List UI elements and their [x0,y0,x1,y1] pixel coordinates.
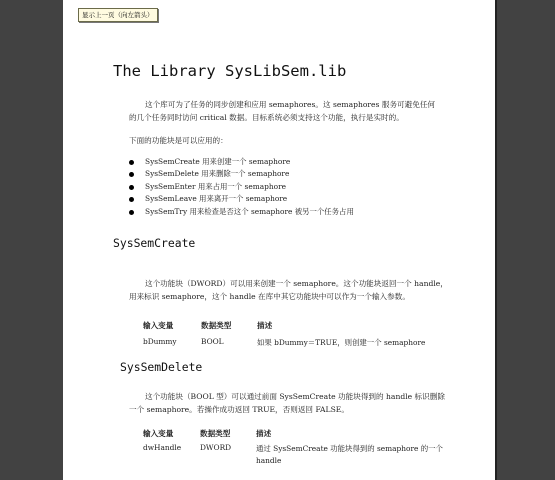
table-cell-var: bDummy [143,337,177,346]
intro-paragraph-line1: 这个库可为了任务的同步创建和应用 semaphores。这 semaphores 服务可避免任何 [145,100,436,109]
table-cell-desc-cont: handle [256,456,282,465]
table-cell-type: DWORD [200,443,232,452]
previous-page-tooltip: 显示上一页（向左箭头） [78,8,158,22]
syssemcreate-param-table [143,320,473,350]
syssemcreate-desc-line2: 用来标识 semaphore，这个 handle 在库中其它功能块中可以作为一个输入参数。 [129,292,410,301]
page-edge-shadow [495,0,497,480]
table-header-description: 描述 [256,429,272,438]
bullet-icon [129,197,134,202]
list-item: SysSemEnter 用来占用一个 semaphore [129,181,354,193]
syssemdelete-desc-line2: 一个 semaphore。若操作成功返回 TRUE，否则返回 FALSE。 [129,405,349,414]
table-cell-var: dwHandle [143,443,182,452]
syssemdelete-param-table [143,428,473,468]
list-item: SysSemDelete 用来删除一个 semaphore [129,168,354,180]
table-cell-type: BOOL [201,337,224,346]
bullet-icon [129,185,134,190]
table-cell-desc: 通过 SysSemCreate 功能块得到的 semaphore 的一个 [256,444,443,453]
document-page [63,0,495,480]
document-title: The Library SysLibSem.lib [113,62,347,80]
intro-paragraph-line2: 的几个任务同时访问 critical 数据。目标系统必须支持这个功能，执行是实时的。 [129,113,404,122]
list-item: SysSemCreate 用来创建一个 semaphore [129,156,354,168]
table-header-data-type: 数据类型 [200,429,231,438]
section-heading-syssemcreate: SysSemCreate [113,236,196,250]
syssemdelete-desc-line1: 这个功能块（BOOL 型）可以通过前面 SysSemCreate 功能块得到的 handle 标识删除 [145,392,445,401]
function-block-list [129,156,354,218]
table-header-input-var: 输入变量 [143,321,174,330]
list-item: SysSemLeave 用来离开一个 semaphore [129,193,354,205]
bullet-icon [129,172,134,177]
bullet-icon [129,210,134,215]
list-item: SysSemTry 用来检查是否这个 semaphore 被另一个任务占用 [129,206,354,218]
section-heading-syssemdelete: SysSemDelete [120,360,203,374]
syssemcreate-desc-line1: 这个功能块（DWORD）可以用来创建一个 semaphore。这个功能块返回一个 handle， [145,279,448,288]
list-intro: 下面的功能块是可以应用的： [129,136,228,145]
bullet-icon [129,160,134,165]
table-header-data-type: 数据类型 [201,321,232,330]
table-header-description: 描述 [257,321,273,330]
table-header-input-var: 输入变量 [143,429,174,438]
table-cell-desc: 如果 bDummy＝TRUE，则创建一个 semaphore [257,338,426,347]
